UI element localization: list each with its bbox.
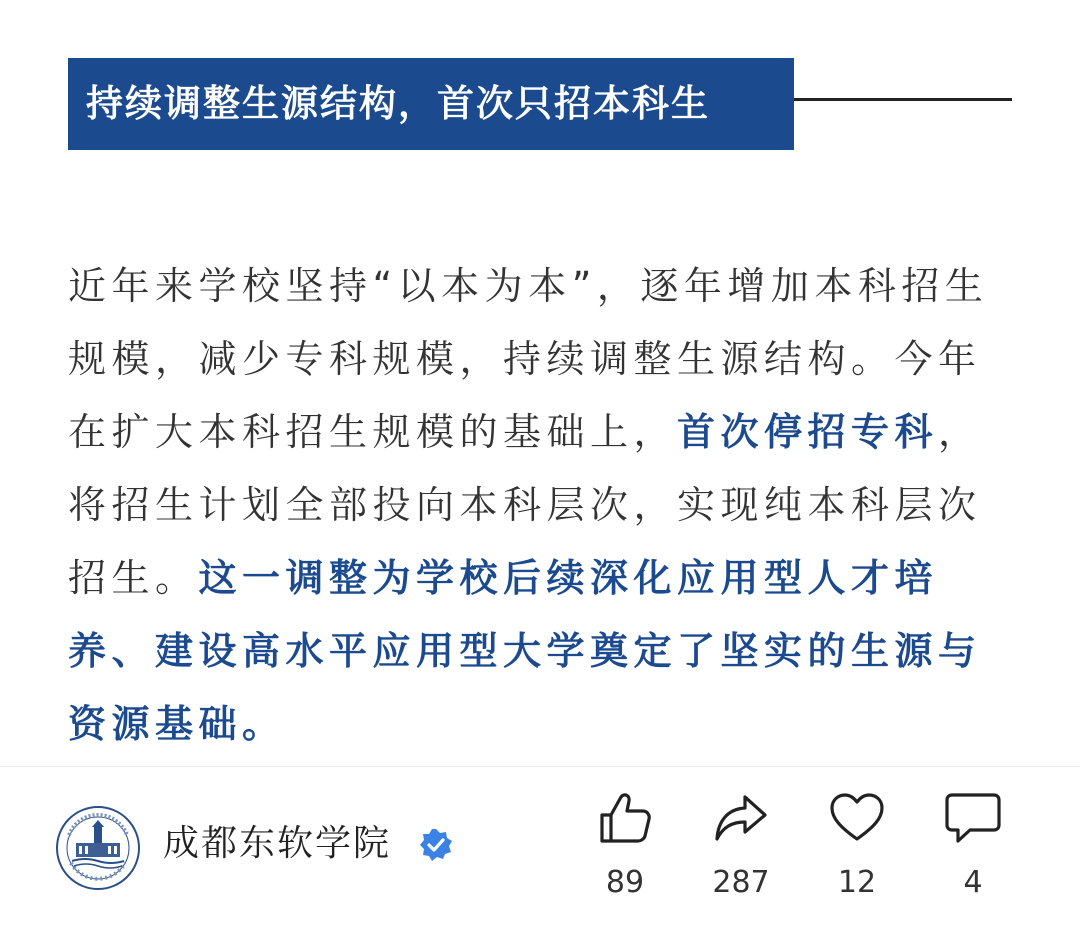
highlighted-text: 这一调整为学校后续深化应用型人才培 xyxy=(198,556,939,600)
article-line xyxy=(68,615,1013,688)
section-heading-box xyxy=(68,58,794,150)
like-button[interactable] xyxy=(570,789,680,909)
article-paragraph xyxy=(68,250,1013,761)
body-text: 规模，减少专科规模，持续调整生源结构。今年 xyxy=(68,337,982,381)
post-footer xyxy=(0,767,1080,925)
favorite-button[interactable] xyxy=(802,789,912,909)
account-name[interactable]: 成都东软学院 xyxy=(163,823,392,864)
article-line xyxy=(68,250,1013,323)
comment-bubble-icon xyxy=(944,789,1002,847)
article-line xyxy=(68,469,1013,542)
heart-icon xyxy=(828,789,886,847)
article-line xyxy=(68,396,1013,469)
share-button[interactable] xyxy=(686,789,796,909)
favorite-count: 12 xyxy=(837,865,877,900)
section-heading-text: 持续调整生源结构，首次只招本科生 xyxy=(86,82,710,125)
article-line xyxy=(68,688,1013,761)
section-heading xyxy=(68,58,1012,150)
like-count: 89 xyxy=(605,865,645,900)
body-text: ， xyxy=(938,410,982,454)
section-heading-rule xyxy=(794,98,1012,101)
article-line xyxy=(68,323,1013,396)
body-text: 在扩大本科招生规模的基础上， xyxy=(68,410,678,454)
share-count: 287 xyxy=(712,865,770,900)
highlighted-text: 资源基础。 xyxy=(68,702,286,746)
university-seal-logo[interactable] xyxy=(55,805,141,891)
share-arrow-icon xyxy=(712,789,770,847)
body-text: 招生。 xyxy=(68,556,199,600)
highlighted-text: 养、建设高水平应用型大学奠定了坚实的生源与 xyxy=(68,629,982,673)
article-line xyxy=(68,542,1013,615)
comment-count: 4 xyxy=(963,865,983,900)
thumbs-up-icon xyxy=(596,789,654,847)
verified-badge-icon xyxy=(418,827,454,863)
body-text: 近年来学校坚持“以本为本”，逐年增加本科招生 xyxy=(68,264,989,308)
comment-button[interactable] xyxy=(918,789,1028,909)
highlighted-text: 首次停招专科 xyxy=(677,410,939,454)
body-text: 将招生计划全部投向本科层次，实现纯本科层次 xyxy=(68,483,982,527)
